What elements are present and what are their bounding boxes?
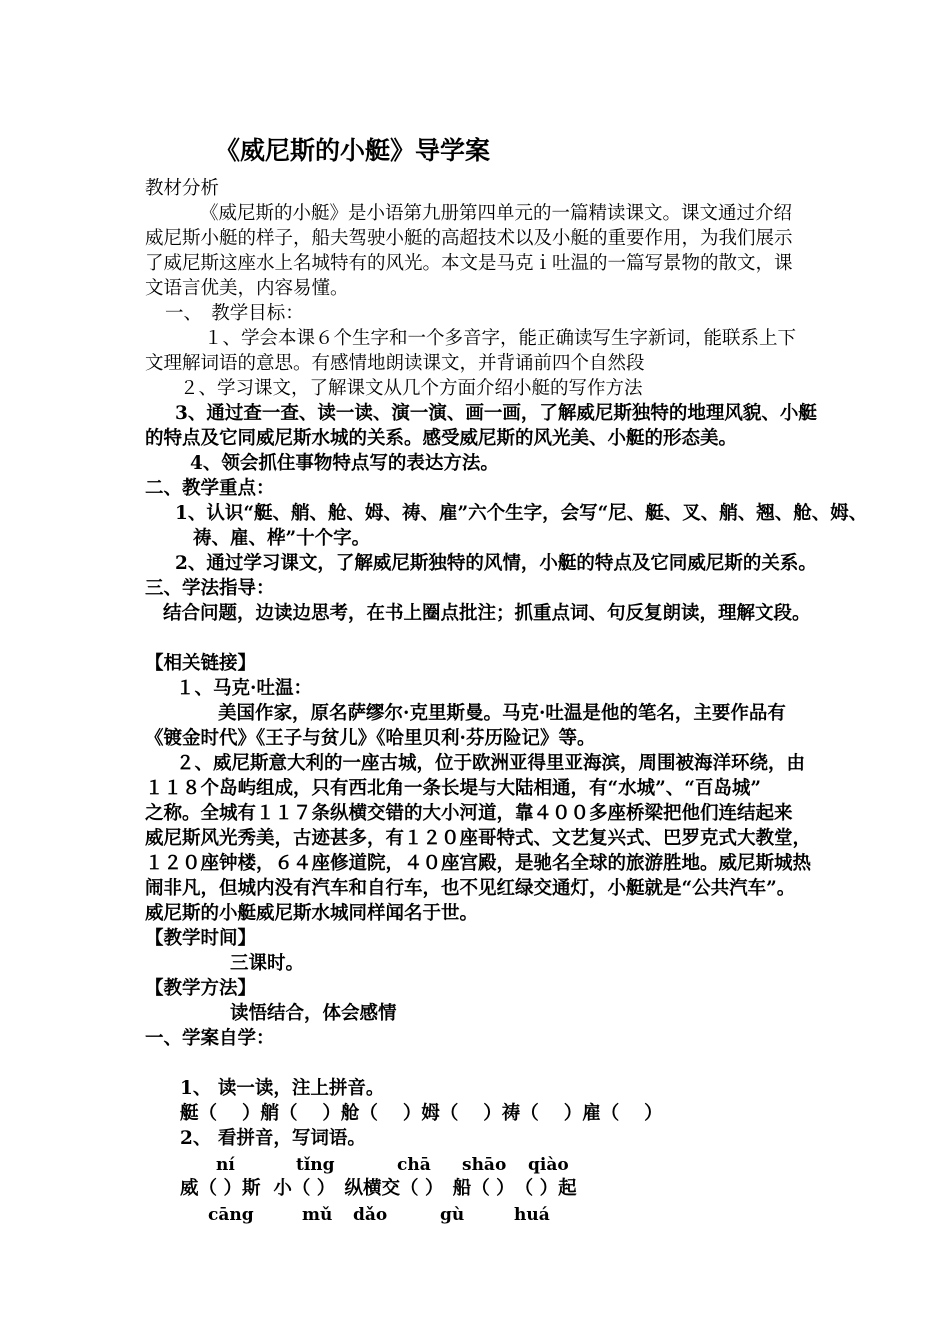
method-guide-heading: 三、学法指导： [145, 578, 275, 599]
pinyin: tǐng [296, 1155, 335, 1175]
pinyin: dǎo [353, 1205, 388, 1225]
pinyin-blank-row: 艇（ ）艄（ ）舱（ ）姆（ ）祷（ ）雇（ ） [180, 1103, 663, 1124]
links-heading: 【相关链接】 [145, 653, 257, 674]
word-blank-row: 威（ ）斯 小（ ） 纵横交（ ） 船（ ） （ ）起 [180, 1178, 577, 1199]
links-line: １２０座钟楼，６４座修道院，４０座宫殿，是驰名全球的旅游胜地。威尼斯城热 [145, 853, 812, 874]
teaching-time-value: 三课时。 [230, 953, 305, 974]
key-points-line: 1、认识“艇、艄、舱、姆、祷、雇”六个生字，会写“尼、艇、叉、艄、翘、舱、姆、 [175, 503, 868, 524]
goals-line: 3、通过查一查、读一读、演一演、画一画，了解威尼斯独特的地理风貌、小艇 [175, 403, 817, 424]
pinyin: shāo [462, 1155, 507, 1175]
goals-line: 的特点及它同威尼斯水城的关系。感受威尼斯的风光美、小艇的形态美。 [145, 428, 738, 449]
goals-line: 4、领会抓住事物特点写的表达方法。 [190, 453, 499, 474]
links-line: 闹非凡，但城内没有汽车和自行车，也不见红绿交通灯，小艇就是“公共汽车”。 [145, 878, 796, 899]
goals-line: １、学会本课６个生字和一个多音字，能正确读写生字新词，能联系上下 [204, 328, 797, 349]
links-line: 美国作家，原名萨缪尔·克里斯曼。马克·吐温是他的笔名，主要作品有 [218, 703, 786, 724]
key-points-line: 祷、雇、桦”十个字。 [193, 528, 371, 549]
analysis-line: 文语言优美，内容易懂。 [145, 278, 349, 299]
document-title: 《威尼斯的小艇》导学案 [215, 136, 491, 165]
links-line: ２、威尼斯意大利的一座古城，位于欧洲亚得里亚海滨，周围被海洋环绕，由 [176, 753, 806, 774]
teaching-method-value: 读悟结合，体会感情 [230, 1003, 397, 1024]
pinyin: mǔ [302, 1205, 333, 1225]
analysis-line: 威尼斯小艇的样子，船夫驾驶小艇的高超技术以及小艇的重要作用，为我们展示 [145, 228, 793, 249]
pinyin: chā [397, 1155, 431, 1175]
teaching-time-heading: 【教学时间】 [145, 928, 257, 949]
pinyin: qiào [528, 1155, 569, 1175]
links-line: 威尼斯的小艇威尼斯水城同样闻名于世。 [145, 903, 479, 924]
key-points-line: 2、通过学习课文，了解威尼斯独特的风情，小艇的特点及它同威尼斯的关系。 [175, 553, 817, 574]
links-line: １、马克·吐温： [176, 678, 312, 699]
pinyin: gù [440, 1205, 465, 1225]
self-study-question-2: 2、 看拼音，写词语。 [180, 1128, 366, 1149]
method-guide-line: 结合问题，边读边思考，在书上圈点批注；抓重点词、句反复朗读，理解文段。 [163, 603, 811, 624]
self-study-heading: 一、学案自学： [145, 1028, 275, 1049]
links-line: １１８个岛屿组成，只有西北角一条长堤与大陆相通，有“水城”、“百岛城” [145, 778, 762, 799]
self-study-question-1: 1、 读一读，注上拼音。 [180, 1078, 385, 1099]
pinyin: ní [216, 1155, 235, 1175]
links-line: 之称。全城有１１７条纵横交错的大小河道，靠４００多座桥梁把他们连结起来 [145, 803, 793, 824]
goals-heading: 一、 教学目标： [165, 303, 304, 324]
goals-line: 文理解词语的意思。有感情地朗读课文，并背诵前四个自然段 [145, 353, 645, 374]
key-points-heading: 二、教学重点： [145, 478, 275, 499]
analysis-line: 了威尼斯这座水上名城特有的风光。本文是马克ｉ吐温的一篇写景物的散文，课 [145, 253, 793, 274]
teaching-method-heading: 【教学方法】 [145, 978, 257, 999]
goals-line: ２、学习课文，了解课文从几个方面介绍小艇的写作方法 [180, 378, 643, 399]
links-line: 威尼斯风光秀美，古迹甚多，有１２０座哥特式、文艺复兴式、巴罗克式大教堂， [145, 828, 812, 849]
links-line: 《镀金时代》《王子与贫儿》《哈里贝利·芬历险记》等。 [145, 728, 596, 749]
analysis-heading: 教材分析 [145, 178, 220, 199]
pinyin: cāng [208, 1205, 254, 1225]
pinyin: huá [514, 1205, 550, 1225]
analysis-line: 《威尼斯的小艇》是小语第九册第四单元的一篇精读课文。课文通过介绍 [200, 203, 793, 224]
